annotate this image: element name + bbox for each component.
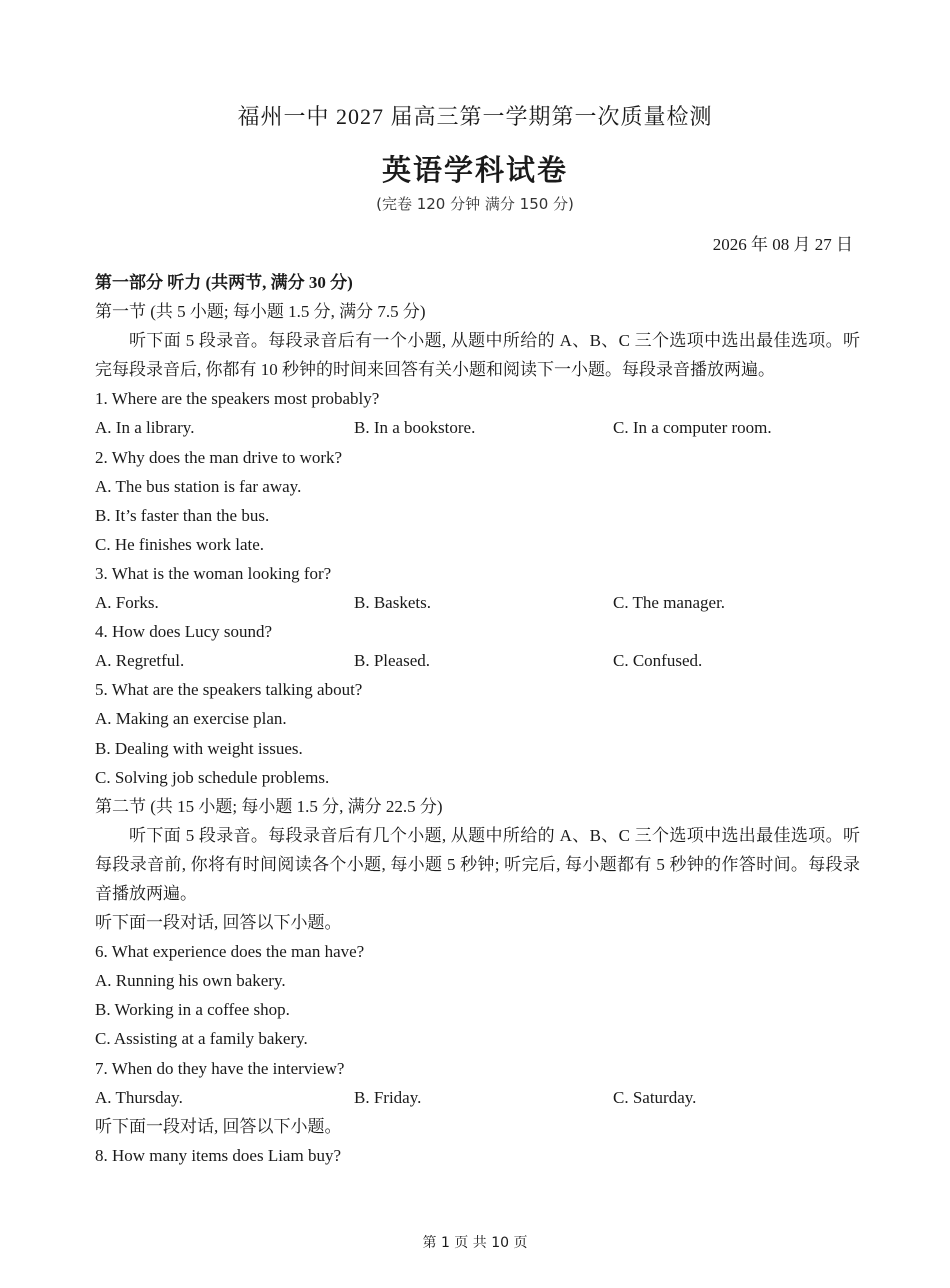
- option-a: A. Regretful.: [95, 651, 185, 671]
- option-a: A. The bus station is far away.: [95, 476, 302, 496]
- question-7-options: [95, 1083, 860, 1112]
- question-8: 8. How many items does Liam buy?: [95, 1145, 341, 1165]
- question-2: 2. Why does the man drive to work?: [95, 447, 343, 467]
- option-c: C. The manager.: [613, 593, 726, 613]
- question-6: 6. What experience does the man have?: [95, 942, 365, 962]
- question-1-options: [95, 413, 860, 442]
- option-c: C. Solving job schedule problems.: [95, 767, 330, 787]
- exam-info: (完卷 120 分钟 满分 150 分): [376, 195, 574, 213]
- section1-instructions: 听下面 5 段录音。每段录音后有一个小题, 从题中所给的 A、B、C 三个选项中选出最佳选项。听完每段录音后, 你都有 10 秒钟的时间来回答有关小题和阅读下一小题。每段录音播放两遍。: [95, 331, 860, 380]
- option-b: B. Working in a coffee shop.: [95, 1000, 290, 1020]
- option-c: C. Confused.: [613, 651, 703, 671]
- question-3: 3. What is the woman looking for?: [95, 563, 332, 583]
- part1-heading: 第一部分 听力 (共两节, 满分 30 分): [95, 273, 353, 292]
- page-number: 第 1 页 共 10 页: [422, 1235, 528, 1251]
- option-a: A. Thursday.: [95, 1087, 183, 1107]
- option-a: A. In a library.: [95, 418, 195, 438]
- dialog-prompt: 听下面一段对话, 回答以下小题。: [95, 1116, 342, 1136]
- exam-content: [95, 268, 860, 1170]
- option-b: B. Baskets.: [354, 593, 431, 613]
- section2-heading: 第二节 (共 15 小题; 每小题 1.5 分, 满分 22.5 分): [95, 796, 443, 816]
- option-c: C. In a computer room.: [613, 418, 772, 438]
- option-c: C. Assisting at a family bakery.: [95, 1029, 308, 1049]
- exam-title: 福州一中 2027 届高三第一学期第一次质量检测: [237, 104, 713, 129]
- option-a: A. Running his own bakery.: [95, 971, 286, 991]
- question-3-options: [95, 588, 860, 617]
- option-b: B. In a bookstore.: [354, 418, 476, 438]
- option-b: B. Dealing with weight issues.: [95, 738, 303, 758]
- option-b: B. Friday.: [354, 1087, 422, 1107]
- question-4: 4. How does Lucy sound?: [95, 622, 273, 642]
- option-a: A. Making an exercise plan.: [95, 709, 287, 729]
- question-1: 1. Where are the speakers most probably?: [95, 389, 380, 409]
- option-c: C. He finishes work late.: [95, 534, 265, 554]
- question-7: 7. When do they have the interview?: [95, 1058, 345, 1078]
- exam-date: 2026 年 08 月 27 日: [712, 235, 853, 254]
- section2-instructions: 听下面 5 段录音。每段录音后有几个小题, 从题中所给的 A、B、C 三个选项中选出最佳选项。听每段录音前, 你将有时间阅读各个小题, 每小题 5 秒钟; 听完后, 每小题都有 5 秒钟的作答时间。每段录音播放两遍。: [95, 825, 860, 903]
- option-b: B. Pleased.: [354, 651, 431, 671]
- question-5: 5. What are the speakers talking about?: [95, 680, 363, 700]
- option-a: A. Forks.: [95, 593, 159, 613]
- question-4-options: [95, 646, 860, 675]
- section1-heading: 第一节 (共 5 小题; 每小题 1.5 分, 满分 7.5 分): [95, 302, 426, 322]
- option-b: B. It’s faster than the bus.: [95, 505, 270, 525]
- option-c: C. Saturday.: [613, 1087, 697, 1107]
- dialog-prompt: 听下面一段对话, 回答以下小题。: [95, 913, 342, 933]
- subject-title: 英语学科试卷: [381, 153, 568, 187]
